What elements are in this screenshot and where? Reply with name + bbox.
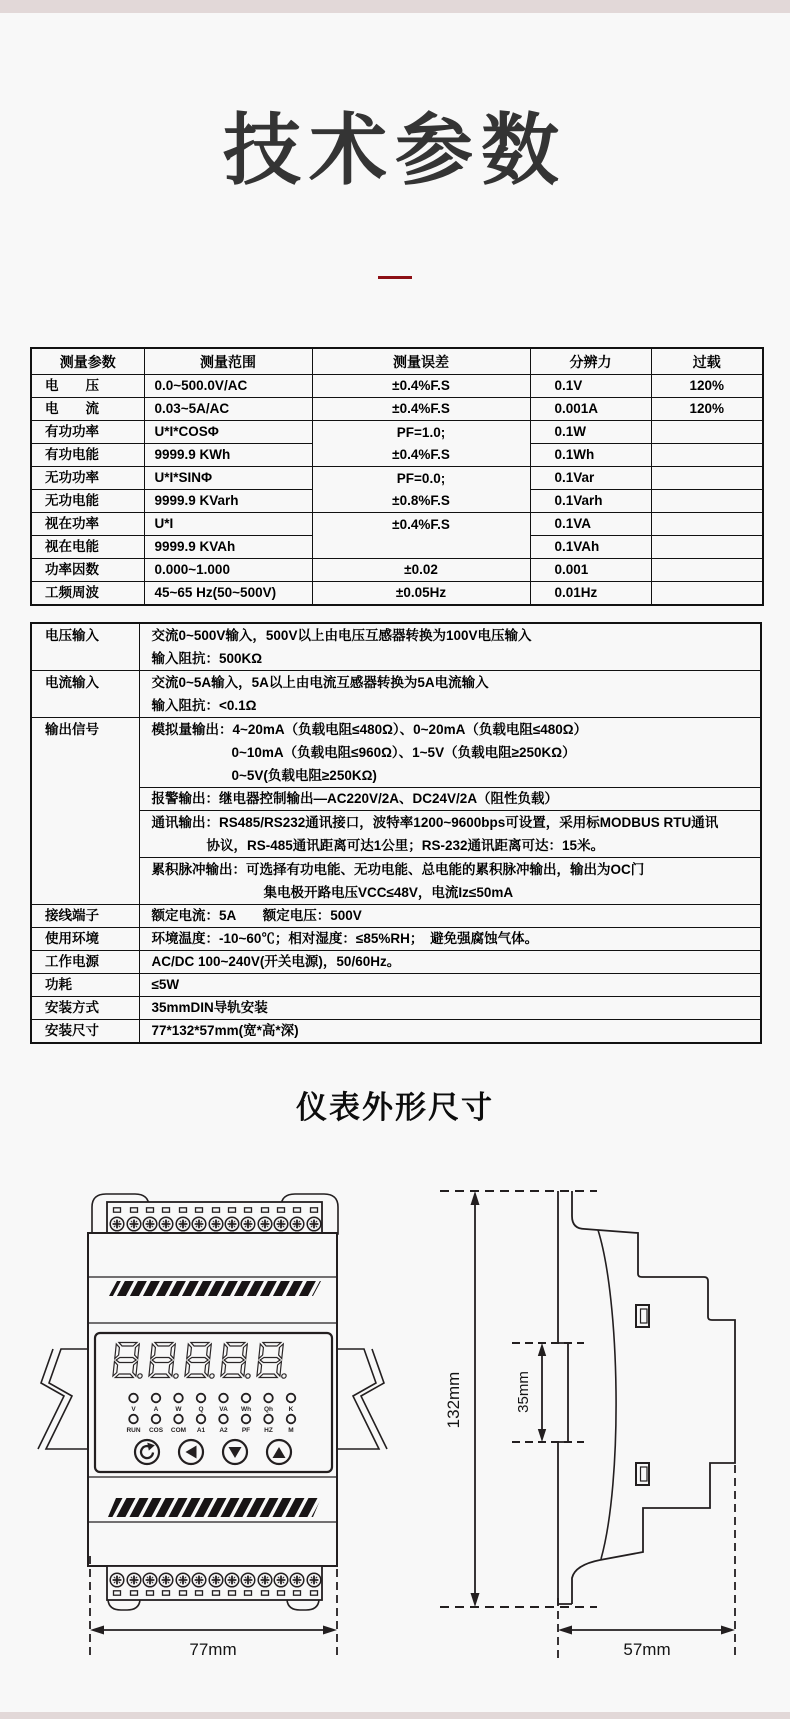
spec-label: 安装方式: [31, 997, 139, 1020]
depth-dimension: [558, 1465, 735, 1660]
error-line: ±0.8%F.S: [392, 493, 450, 508]
side-view: [440, 1191, 735, 1660]
spec-value-alarm: [139, 788, 761, 811]
cell-range: U*I: [144, 513, 312, 536]
error-line: [313, 535, 530, 557]
cell-range: 0.03~5A/AC: [144, 398, 312, 421]
spec-value-analog: [139, 718, 761, 788]
side-profile-back: [558, 1191, 572, 1604]
dimension-drawing: [0, 1150, 790, 1719]
spec-line: 通讯输出：RS485/RS232通讯接口，波特率1200~9600bps可设置，采用标MODBUS RTU通讯: [151, 815, 719, 830]
cell-overload: [651, 467, 763, 490]
led-label: A: [153, 1406, 159, 1413]
spec-line: 输入阻抗：500KΩ: [151, 651, 263, 666]
spec-line: 交流0~5A输入，5A以上由电流互感器转换为5A电流输入: [151, 675, 489, 690]
led-label: A2: [219, 1427, 228, 1434]
cell-overload: [651, 582, 763, 606]
led-label: Wh: [240, 1406, 252, 1413]
side-profile-face-curve: [598, 1230, 616, 1559]
cell-error-merged: [312, 513, 530, 559]
table-row: [31, 951, 761, 974]
cell-range: 45~65 Hz(50~500V): [144, 582, 312, 606]
cell-param: 有功电能: [31, 444, 144, 467]
led-label: PF: [241, 1427, 251, 1434]
spec-line: 0~5V(负载电阻≥250KΩ): [231, 768, 377, 783]
led-label: RUN: [126, 1427, 141, 1434]
table-row: [31, 928, 761, 951]
col-header: 测量范围: [144, 348, 312, 375]
table-row: [31, 421, 763, 444]
rail-clip-bottom: [636, 1463, 649, 1485]
measurement-table: [30, 347, 764, 606]
cell-param: 有功功率: [31, 421, 144, 444]
bottom-ear-left: [108, 1600, 140, 1610]
led-label: A1: [196, 1427, 206, 1434]
cell-resolution: 0.1W: [530, 421, 651, 444]
width-dimension-label: 77mm: [189, 1640, 237, 1659]
spec-line: 交流0~500V输入，500V以上由电压互感器转换为100V电压输入: [151, 628, 532, 643]
spec-line: 输入阻抗：<0.1Ω: [151, 698, 257, 713]
din-rail-left: [38, 1349, 88, 1449]
led-label: HZ: [264, 1427, 273, 1434]
cell-param: 电 流: [31, 398, 144, 421]
cell-param: 工频周波: [31, 582, 144, 606]
spec-label: 工作电源: [31, 951, 139, 974]
cell-error-merged: [312, 467, 530, 513]
spec-value: [139, 671, 761, 718]
cell-resolution: 0.001A: [530, 398, 651, 421]
cell-overload: [651, 421, 763, 444]
vent-strip-top: [109, 1281, 321, 1296]
spec-line: 协议，RS-485通讯距离可达1公里；RS-232通讯距离可达：15米。: [206, 838, 605, 853]
table-row: [31, 905, 761, 928]
table-row: [31, 788, 761, 811]
spec-line: 报警输出：继电器控制输出—AC220V/2A、DC24V/2A（阻性负载）: [151, 791, 559, 806]
cell-resolution: 0.1VA: [530, 513, 651, 536]
spec-value: 77*132*57mm(宽*高*深): [139, 1020, 761, 1044]
table-row: [31, 671, 761, 718]
col-header: 分辨力: [530, 348, 651, 375]
cell-range: 0.000~1.000: [144, 559, 312, 582]
cell-overload: [651, 536, 763, 559]
cell-range: 0.0~500.0V/AC: [144, 375, 312, 398]
bottom-accent-bar: [0, 1712, 790, 1719]
vent-strip-bottom: [108, 1498, 321, 1517]
bottom-ear-right: [287, 1600, 319, 1610]
spec-value: ≤5W: [139, 974, 761, 997]
error-line: ±0.4%F.S: [392, 447, 450, 462]
display-panel: [95, 1333, 332, 1472]
cell-error-merged: [312, 421, 530, 467]
led-label: Qh: [263, 1406, 274, 1413]
spec-label: 电流输入: [31, 671, 139, 718]
col-header: 测量参数: [31, 348, 144, 375]
led-label: COM: [170, 1427, 187, 1434]
cell-param: 视在电能: [31, 536, 144, 559]
cell-resolution: 0.1Varh: [530, 490, 651, 513]
cell-resolution: 0.1V: [530, 375, 651, 398]
spec-line: 0~10mA（负载电阻≤960Ω）、1~5V（负载电阻≥250KΩ）: [231, 745, 576, 760]
rail-clip-top: [636, 1305, 649, 1327]
cell-error: ±0.02: [312, 559, 530, 582]
spec-value: 额定电流：5A 额定电压：500V: [139, 905, 761, 928]
rail-dimension-label: 35mm: [515, 1371, 532, 1413]
error-line: PF=1.0;: [396, 425, 446, 440]
cell-resolution: 0.1Var: [530, 467, 651, 490]
cell-overload: [651, 490, 763, 513]
cell-overload: [651, 513, 763, 536]
table-row: [31, 582, 763, 606]
height-dimension-label: 132mm: [444, 1371, 463, 1429]
cell-error: ±0.4%F.S: [312, 375, 530, 398]
spec-value-pulse: [139, 858, 761, 905]
cell-resolution: 0.01Hz: [530, 582, 651, 606]
spec-value: AC/DC 100~240V(开关电源)，50/60Hz。: [139, 951, 761, 974]
cell-param: 功率因数: [31, 559, 144, 582]
led-label: V: [131, 1406, 136, 1413]
rail-dimension: [512, 1343, 584, 1442]
cell-param: 无功电能: [31, 490, 144, 513]
spec-label: 安装尺寸: [31, 1020, 139, 1044]
cell-param: 视在功率: [31, 513, 144, 536]
error-line: ±0.4%F.S: [392, 517, 450, 532]
cell-overload: 120%: [651, 398, 763, 421]
table-row: [31, 375, 763, 398]
table-row: [31, 559, 763, 582]
spec-label: 电压输入: [31, 623, 139, 671]
led-label: M: [288, 1427, 294, 1434]
spec-label: 接线端子: [31, 905, 139, 928]
led-label: COS: [148, 1427, 164, 1434]
table-row: [31, 858, 761, 905]
cell-error: ±0.05Hz: [312, 582, 530, 606]
error-line: PF=0.0;: [396, 471, 446, 486]
depth-dimension-label: 57mm: [623, 1640, 671, 1659]
cell-range: U*I*COSΦ: [144, 421, 312, 444]
cell-param: 电 压: [31, 375, 144, 398]
cell-overload: [651, 559, 763, 582]
cell-resolution: 0.001: [530, 559, 651, 582]
led-label: Q: [198, 1406, 204, 1413]
spec-value: 环境温度：-10~60℃；相对湿度：≤85%RH； 避免强腐蚀气体。: [139, 928, 761, 951]
title-divider: [378, 276, 412, 279]
spec-label: 使用环境: [31, 928, 139, 951]
cell-range: 9999.9 KVarh: [144, 490, 312, 513]
spec-value-comm: [139, 811, 761, 858]
cell-overload: 120%: [651, 375, 763, 398]
cell-range: U*I*SINΦ: [144, 467, 312, 490]
page-title: 技术参数: [222, 106, 567, 194]
cell-resolution: 0.1Wh: [530, 444, 651, 467]
cell-overload: [651, 444, 763, 467]
table-row: [31, 513, 763, 536]
spec-table: [30, 622, 762, 1044]
table-row: [31, 467, 763, 490]
spec-line: 模拟量输出：4~20mA（负载电阻≤480Ω）、0~20mA（负载电阻≤480Ω）: [151, 722, 588, 737]
spec-label: 输出信号: [31, 718, 139, 905]
spec-label: 功耗: [31, 974, 139, 997]
led-label: W: [175, 1406, 182, 1413]
front-view: [38, 1194, 387, 1659]
table-row: [31, 974, 761, 997]
spec-value: 35mmDIN导轨安装: [139, 997, 761, 1020]
table-row: [31, 1020, 761, 1044]
cell-error: ±0.4%F.S: [312, 398, 530, 421]
cell-range: 9999.9 KVAh: [144, 536, 312, 559]
table-row: [31, 623, 761, 671]
table-row: [31, 398, 763, 421]
col-header: 过载: [651, 348, 763, 375]
led-label: K: [288, 1406, 294, 1413]
cell-resolution: 0.1VAh: [530, 536, 651, 559]
col-header: 测量误差: [312, 348, 530, 375]
led-label: VA: [219, 1406, 228, 1413]
spec-value: [139, 623, 761, 671]
spec-line: 累积脉冲输出：可选择有功电能、无功电能、总电能的累积脉冲输出，输出为OC门: [151, 862, 645, 877]
cell-param: 无功功率: [31, 467, 144, 490]
table-row: [31, 811, 761, 858]
din-rail-right: [337, 1349, 387, 1449]
spec-line: 集电极开路电压VCC≤48V，电流Iz≤50mA: [263, 885, 514, 900]
table-header-row: [31, 348, 763, 375]
cell-range: 9999.9 KWh: [144, 444, 312, 467]
table-row: [31, 718, 761, 788]
top-accent-bar: [0, 0, 790, 13]
dimensions-section-title: 仪表外形尺寸: [296, 1090, 494, 1125]
table-row: [31, 997, 761, 1020]
side-profile-front: [572, 1191, 735, 1604]
